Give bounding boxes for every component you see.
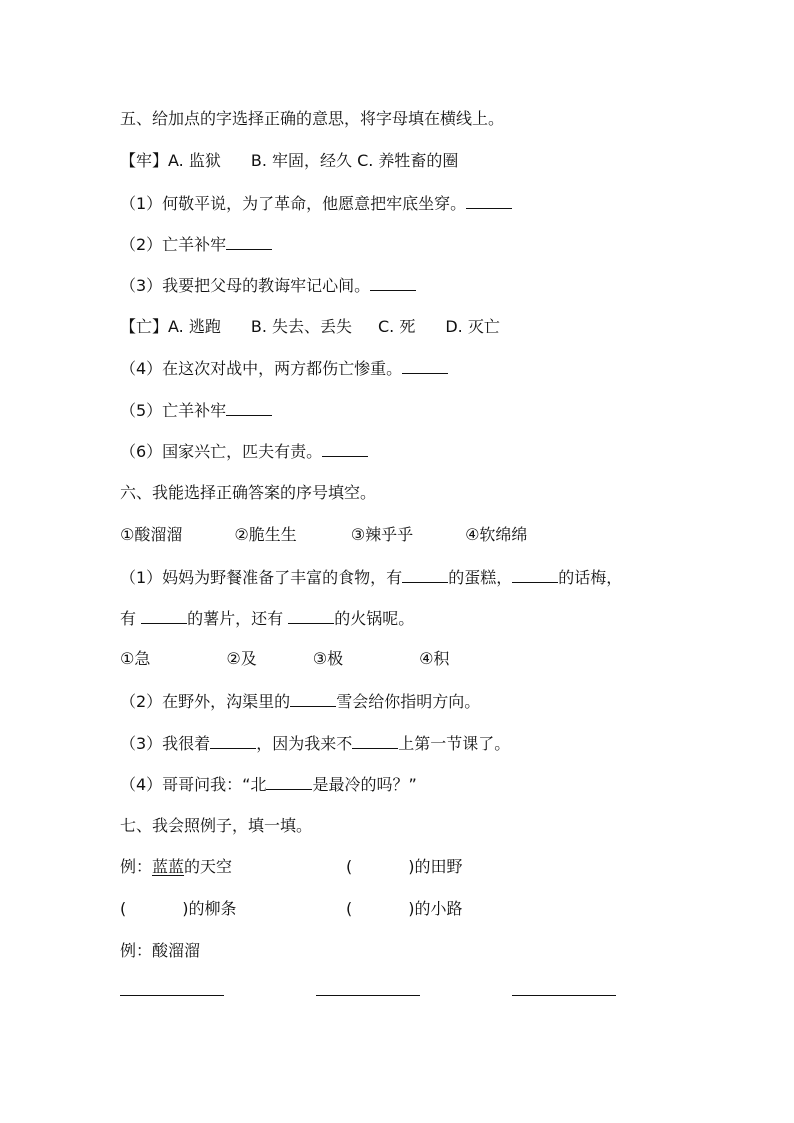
char-option-3: ③极 bbox=[312, 649, 344, 668]
question-5-6 bbox=[120, 440, 368, 463]
question-text: 雪会给你指明方向。 bbox=[336, 692, 481, 711]
open-paren: ( bbox=[346, 899, 353, 918]
answer-blank[interactable] bbox=[226, 233, 272, 250]
wang-options bbox=[120, 316, 500, 338]
answer-blank[interactable] bbox=[210, 732, 256, 749]
char-options-row bbox=[120, 648, 449, 670]
fill-item-text: 的柳条 bbox=[188, 899, 237, 918]
close-paren: ) bbox=[182, 899, 189, 918]
question-6-1-line-2 bbox=[120, 607, 414, 630]
answer-blank[interactable] bbox=[352, 732, 398, 749]
fill-item-willow[interactable] bbox=[120, 898, 237, 920]
option-4: ④软绵绵 bbox=[465, 525, 528, 544]
question-text: （1）妈妈为野餐准备了丰富的食物，有 bbox=[120, 568, 403, 587]
question-text: （4）哥哥问我：“北 bbox=[120, 775, 267, 794]
answer-blank[interactable] bbox=[226, 399, 272, 416]
option-2: ②脆生生 bbox=[234, 525, 297, 544]
example-word: 蓝蓝 bbox=[152, 857, 185, 876]
answer-blank[interactable] bbox=[402, 357, 448, 374]
wang-option-b: B. 失去、丢失 bbox=[250, 317, 352, 336]
example-row bbox=[120, 856, 232, 878]
answer-line-3[interactable] bbox=[512, 995, 616, 996]
question-text: 是最冷的吗？” bbox=[312, 775, 417, 794]
char-option-4: ④积 bbox=[419, 649, 450, 668]
section-7-heading: 七、我会照例子，填一填。 bbox=[120, 816, 313, 835]
question-5-5 bbox=[120, 399, 272, 422]
question-5-4 bbox=[120, 357, 448, 380]
close-paren: ) bbox=[408, 899, 415, 918]
question-text: （2）亡羊补牢 bbox=[120, 235, 227, 254]
answer-blank[interactable] bbox=[290, 690, 336, 707]
answer-blank[interactable] bbox=[266, 773, 312, 790]
question-text: 的火锅呢。 bbox=[334, 609, 415, 628]
answer-blank[interactable] bbox=[512, 566, 558, 583]
close-paren: ) bbox=[408, 857, 415, 876]
lao-option-bc: B. 牢固，经久 C. 养牲畜的圈 bbox=[250, 151, 459, 170]
option-3: ③辣乎乎 bbox=[350, 525, 414, 544]
open-paren: ( bbox=[346, 857, 353, 876]
char-option-2: ②及 bbox=[226, 649, 257, 668]
char-option-1: ①急 bbox=[120, 649, 151, 668]
lao-options bbox=[120, 150, 458, 172]
section-5-heading: 五、给加点的字选择正确的意思，将字母填在横线上。 bbox=[120, 109, 505, 128]
question-text: （1）何敬平说，为了革命，他愿意把牢底坐穿。 bbox=[120, 194, 467, 213]
answer-blank[interactable] bbox=[466, 192, 512, 209]
example-label: 例： bbox=[120, 857, 153, 876]
fill-item-path[interactable] bbox=[346, 898, 463, 920]
section-6-heading: 六、我能选择正确答案的序号填空。 bbox=[120, 483, 377, 502]
question-text: 的薯片，还有 bbox=[187, 609, 289, 628]
fill-item-text: 的小路 bbox=[414, 899, 463, 918]
question-6-4 bbox=[120, 773, 417, 796]
answer-line-2[interactable] bbox=[316, 995, 420, 996]
question-5-2 bbox=[120, 233, 272, 256]
question-text: 有 bbox=[120, 609, 142, 628]
question-5-1 bbox=[120, 192, 512, 215]
question-6-2 bbox=[120, 690, 480, 713]
question-text: 上第一节课了。 bbox=[398, 734, 511, 753]
word-options-row bbox=[120, 524, 527, 546]
question-text: （3）我很着 bbox=[120, 734, 211, 753]
question-6-3 bbox=[120, 732, 510, 755]
question-text: （5）亡羊补牢 bbox=[120, 401, 227, 420]
question-text: 的蛋糕， bbox=[448, 568, 513, 587]
question-text: （4）在这次对战中，两方都伤亡惨重。 bbox=[120, 359, 403, 378]
answer-blank[interactable] bbox=[370, 274, 416, 291]
wang-option-a: 【亡】A. 逃跑 bbox=[120, 317, 221, 336]
question-5-3 bbox=[120, 274, 416, 297]
wang-option-c: C. 死 bbox=[378, 317, 416, 336]
example-rest: 的天空 bbox=[184, 857, 233, 876]
answer-blank[interactable] bbox=[141, 607, 187, 624]
answer-blank[interactable] bbox=[288, 607, 334, 624]
question-6-1-line-1 bbox=[120, 566, 622, 589]
lao-option-a: 【牢】A. 监狱 bbox=[120, 151, 221, 170]
option-1: ①酸溜溜 bbox=[120, 525, 183, 544]
question-text: ，因为我来不 bbox=[256, 734, 353, 753]
answer-blank[interactable] bbox=[322, 440, 368, 457]
fill-item-field[interactable] bbox=[346, 856, 463, 878]
fill-item-text: 的田野 bbox=[414, 857, 463, 876]
question-text: （2）在野外，沟渠里的 bbox=[120, 692, 291, 711]
answer-line-1[interactable] bbox=[120, 995, 224, 996]
open-paren: ( bbox=[120, 899, 127, 918]
answer-blank[interactable] bbox=[402, 566, 448, 583]
wang-option-d: D. 灭亡 bbox=[445, 317, 500, 336]
question-text: （3）我要把父母的教诲牢记心间。 bbox=[120, 276, 371, 295]
question-text: （6）国家兴亡，匹夫有责。 bbox=[120, 442, 323, 461]
example-2: 例：酸溜溜 bbox=[120, 941, 201, 960]
question-text: 的话梅， bbox=[558, 568, 623, 587]
